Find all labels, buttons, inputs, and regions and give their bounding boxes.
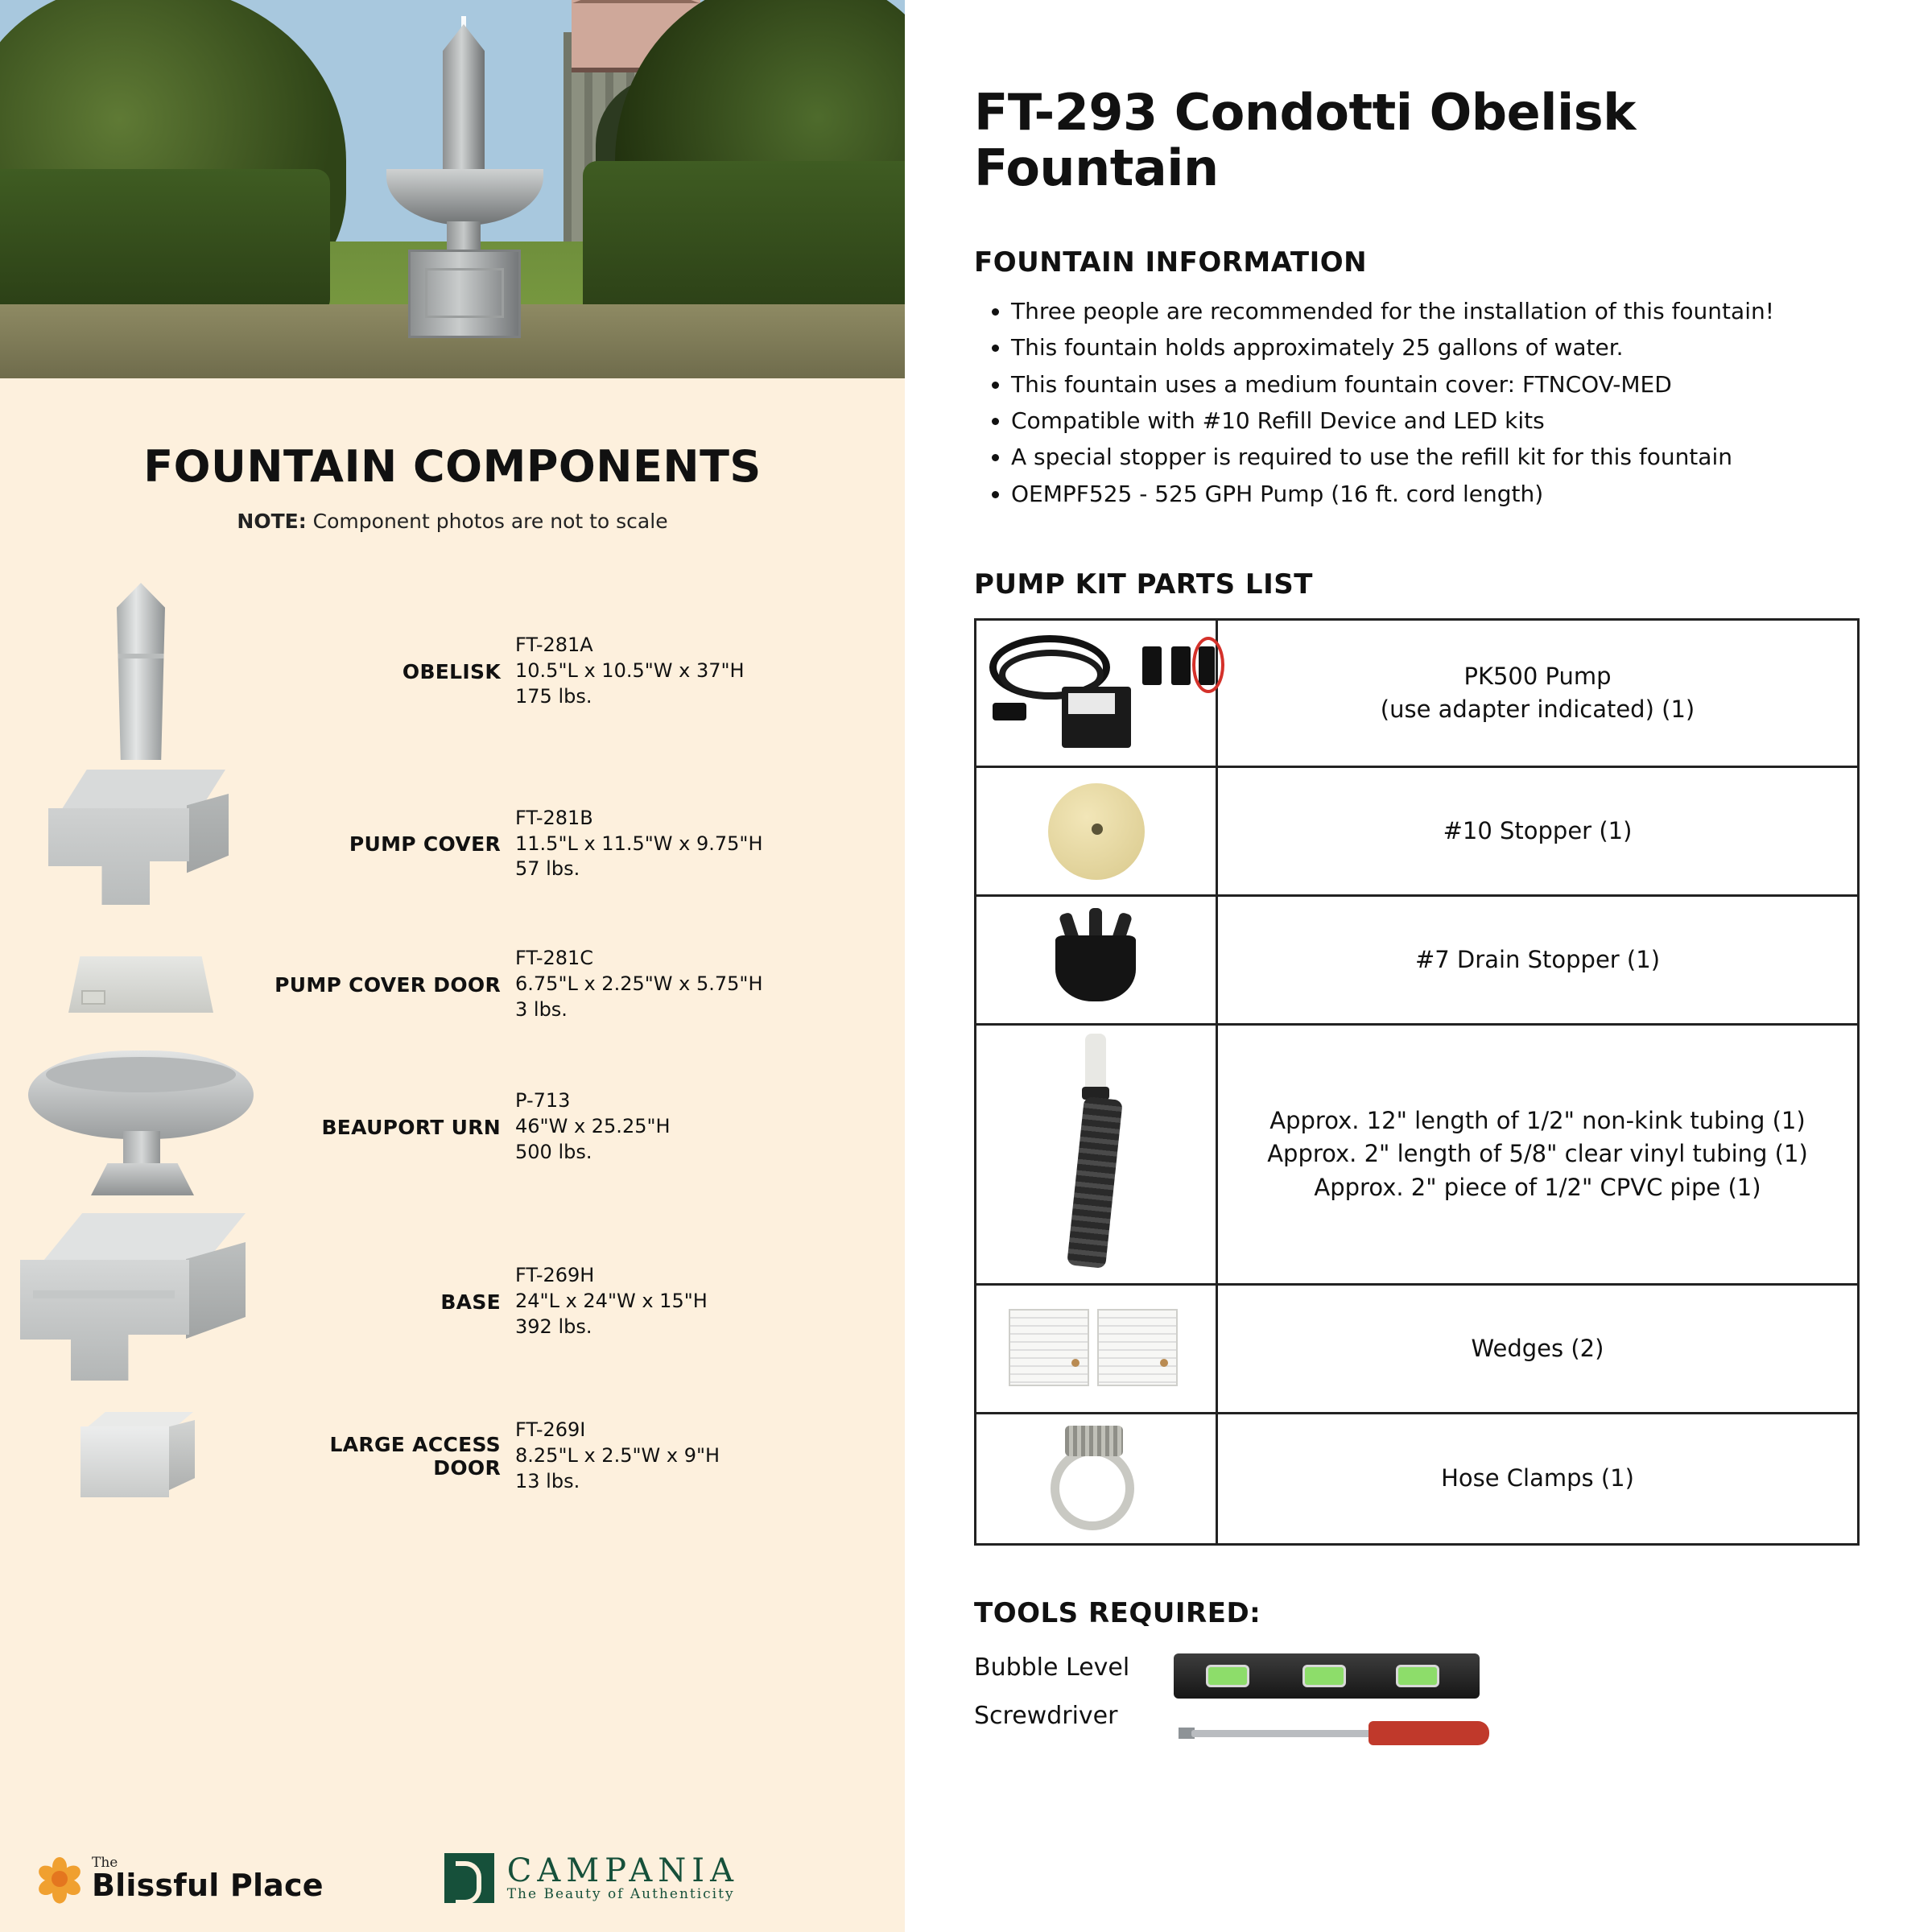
part-image-10-stopper: [976, 767, 1217, 896]
table-row: [976, 620, 1859, 767]
component-row: [0, 578, 905, 765]
part-line: #10 Stopper (1): [1443, 816, 1633, 844]
component-sku: FT-281C: [515, 947, 594, 970]
pump-kit-parts-table: [974, 618, 1860, 1546]
component-weight: 175 lbs.: [515, 684, 592, 708]
component-image-pump-cover-door: [8, 928, 274, 1041]
part-image-wedges: [976, 1285, 1217, 1414]
part-line: PK500 Pump: [1463, 662, 1612, 690]
table-row: [976, 1285, 1859, 1414]
part-line: (use adapter indicated) (1): [1380, 696, 1695, 724]
info-item: • This fountain holds approximately 25 gallons of water.: [1011, 329, 1860, 365]
component-image-pump-cover: [8, 770, 274, 919]
component-row: [0, 1208, 905, 1395]
component-name: BEAUPORT URN: [321, 1115, 501, 1139]
left-column: [0, 0, 905, 1932]
table-row: [976, 1025, 1859, 1285]
stopper-icon: [1048, 783, 1145, 880]
large-access-door-icon: [80, 1412, 201, 1501]
component-spec: [515, 1088, 884, 1165]
info-item: • OEMPF525 - 525 GPH Pump (16 ft. cord length): [1011, 476, 1860, 512]
fountain-information-heading: FOUNTAIN INFORMATION: [974, 246, 1368, 279]
tools-required-heading: TOOLS REQUIRED:: [974, 1597, 1261, 1630]
footer-logos: [0, 1853, 905, 1903]
component-name: LARGE ACCESS DOOR: [329, 1433, 501, 1480]
part-description: [1217, 1025, 1859, 1285]
component-dims: 8.25"L x 2.5"W x 9"H: [515, 1444, 720, 1468]
info-item: • A special stopper is required to use the refill kit for this fountain: [1011, 439, 1860, 475]
beauport-urn-icon: [28, 1051, 254, 1203]
component-name: PUMP COVER: [349, 832, 501, 856]
component-weight: 392 lbs.: [515, 1315, 592, 1338]
component-image-beauport-urn: [8, 1051, 274, 1203]
component-row: [0, 1395, 905, 1517]
component-row: [0, 1046, 905, 1208]
photo-urn-bowl: [386, 169, 543, 225]
part-image-7-drain-stopper: [976, 896, 1217, 1025]
component-spec: [515, 633, 884, 709]
component-image-large-access-door: [8, 1400, 274, 1513]
pump-icon: [985, 629, 1218, 758]
part-line: Approx. 12" length of 1/2" non-kink tubing (1): [1269, 1107, 1806, 1135]
component-name: OBELISK: [402, 659, 501, 683]
component-dims: 46"W x 25.25"H: [515, 1115, 671, 1138]
part-line: Approx. 2" piece of 1/2" CPVC pipe (1): [1314, 1173, 1761, 1201]
hedge-right: [583, 161, 905, 322]
fountain-information-list: [974, 293, 1860, 512]
table-row: [976, 896, 1859, 1025]
component-weight: 3 lbs.: [515, 997, 568, 1021]
components-list: [0, 578, 905, 1517]
campania-mark-icon: [444, 1853, 494, 1903]
component-image-obelisk: [8, 583, 274, 760]
wedges-icon: [1004, 1301, 1189, 1397]
photo-urn-stem: [447, 221, 481, 254]
component-sku: FT-281B: [515, 806, 593, 829]
info-item: • Three people are recommended for the installation of this fountain!: [1011, 293, 1860, 329]
component-dims: 6.75"L x 2.25"W x 5.75"H: [515, 972, 763, 996]
blissful-name: Blissful Place: [92, 1867, 324, 1903]
photo-base: [408, 250, 521, 338]
right-column: [905, 0, 1932, 1932]
flower-icon: [37, 1856, 82, 1901]
part-description: [1217, 1414, 1859, 1545]
note-label: NOTE:: [237, 510, 307, 533]
info-item: • This fountain uses a medium fountain cover: FTNCOV-MED: [1011, 366, 1860, 402]
tools-labels: [974, 1644, 1159, 1740]
pump-cover-icon: [48, 770, 233, 919]
component-name: PUMP COVER DOOR: [275, 972, 501, 997]
component-spec: [515, 946, 884, 1022]
blissful-place-logo: [37, 1856, 324, 1901]
tools-images: [1159, 1644, 1860, 1781]
blissful-the: The: [92, 1854, 118, 1871]
component-sku: FT-269I: [515, 1418, 586, 1442]
part-image-tubing: [976, 1025, 1217, 1285]
component-sku: FT-269H: [515, 1264, 595, 1287]
part-description: [1217, 1285, 1859, 1414]
component-weight: 13 lbs.: [515, 1469, 580, 1492]
component-name: BASE: [440, 1290, 501, 1314]
component-row: [0, 923, 905, 1046]
part-line: Hose Clamps (1): [1441, 1464, 1634, 1492]
component-spec: [515, 1263, 884, 1340]
table-row: [976, 767, 1859, 896]
part-description: [1217, 767, 1859, 896]
component-dims: 11.5"L x 11.5"W x 9.75"H: [515, 832, 763, 855]
bubble-level-icon: [1174, 1653, 1480, 1699]
obelisk-icon: [117, 583, 165, 760]
pump-cover-door-icon: [68, 956, 213, 1013]
component-row: [0, 765, 905, 923]
components-heading: FOUNTAIN COMPONENTS: [143, 441, 762, 492]
part-description: [1217, 620, 1859, 767]
tools-required-section: [974, 1644, 1860, 1781]
hose-clamp-icon: [1036, 1422, 1157, 1535]
campania-tagline: The Beauty of Authenticity: [506, 1886, 735, 1903]
part-line: Approx. 2" length of 5/8" clear vinyl tubing (1): [1267, 1140, 1808, 1168]
table-row: [976, 1414, 1859, 1545]
page-title: FT-293 Condotti Obelisk Fountain: [974, 83, 1636, 198]
tool-label: Bubble Level: [974, 1653, 1130, 1682]
part-image-hose-clamps: [976, 1414, 1217, 1545]
tool-label: Screwdriver: [974, 1702, 1118, 1731]
pump-kit-parts-heading: PUMP KIT PARTS LIST: [974, 568, 1313, 601]
campania-name: CAMPANIA: [506, 1852, 739, 1890]
component-image-base: [8, 1213, 274, 1390]
info-item: • Compatible with #10 Refill Device and LED kits: [1011, 402, 1860, 439]
note-text: Component photos are not to scale: [306, 510, 668, 533]
component-sku: P-713: [515, 1089, 571, 1113]
component-weight: 57 lbs.: [515, 857, 580, 881]
base-icon: [20, 1213, 262, 1390]
component-dims: 24"L x 24"W x 15"H: [515, 1290, 708, 1313]
screwdriver-icon: [1191, 1721, 1489, 1745]
component-weight: 500 lbs.: [515, 1140, 592, 1163]
components-note: [0, 510, 905, 533]
fountain-hero-photo: [0, 0, 905, 378]
part-line: #7 Drain Stopper (1): [1414, 945, 1661, 973]
component-spec: [515, 806, 884, 882]
photo-obelisk: [443, 24, 485, 173]
fountain-photo-subject: [366, 8, 559, 362]
component-spec: [515, 1418, 884, 1494]
part-image-pk500-pump: [976, 620, 1217, 767]
tubing-icon: [1048, 1034, 1145, 1275]
drain-stopper-icon: [1044, 908, 1149, 1013]
component-sku: FT-281A: [515, 634, 593, 657]
component-dims: 10.5"L x 10.5"W x 37"H: [515, 659, 745, 683]
part-line: Wedges (2): [1471, 1334, 1604, 1362]
campania-logo: [444, 1853, 739, 1903]
hedge-left: [0, 169, 330, 314]
part-description: [1217, 896, 1859, 1025]
